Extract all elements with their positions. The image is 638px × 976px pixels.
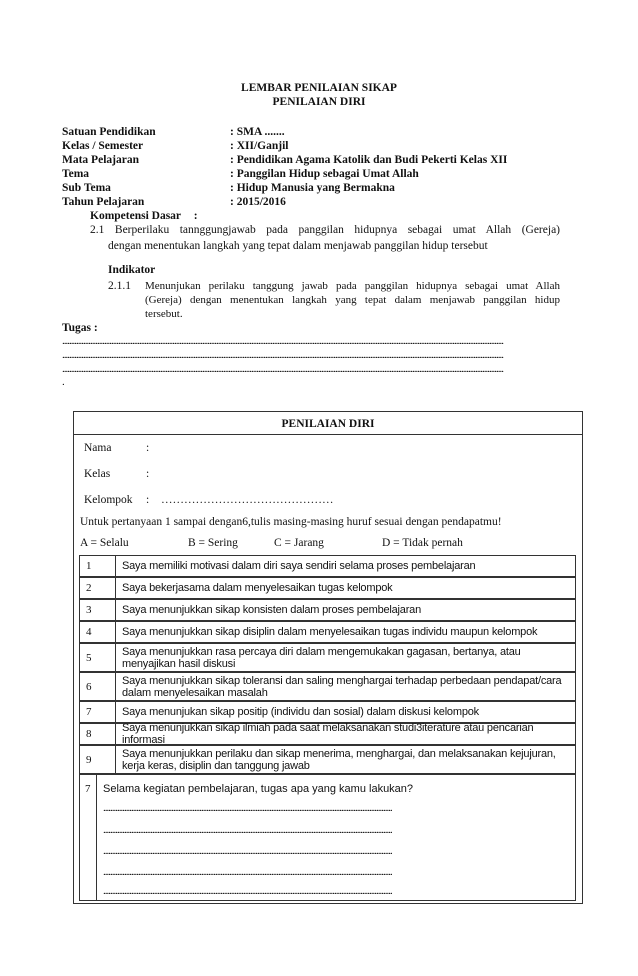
indikator-line-3: tersebut. — [145, 308, 183, 320]
kompetensi-colon: : — [193, 210, 198, 222]
scale-a: A = Selalu — [80, 537, 129, 549]
indikator-line-2: (Gereja) dengan menentukan langkah yang tepat dalam menjawab panggilan hidup — [145, 294, 560, 306]
kompetensi-line-2: dengan menentukan langkah yang tepat dalam menjawab panggilan hidup tersebut — [108, 240, 488, 252]
kelas-label: Kelas — [84, 468, 111, 480]
answer-line-3[interactable]: ..................................................................................................................................................................... — [103, 845, 392, 857]
answer-line-5[interactable]: ..................................................................................................................................................................... — [103, 885, 392, 897]
row-statement: Saya memiliki motivasi dalam diri saya sendiri selama proses pembelajaran — [122, 560, 476, 572]
indikator-label: Indikator — [108, 264, 156, 276]
scale-b: B = Sering — [188, 537, 238, 549]
meta-row-mapel — [62, 154, 582, 168]
meta-key: Mata Pelajaran — [62, 154, 139, 166]
row-number: 7 — [80, 702, 116, 722]
tugas-end-dot: . — [62, 376, 64, 388]
statement-row-6 — [79, 672, 576, 701]
row-statement: Saya menunjukkan perilaku dan sikap menerima, menghargai, dan melaksanakan kejujuran, kerja keras, disiplin dan tanggung jawab — [122, 747, 556, 772]
row-number: 5 — [80, 644, 116, 671]
nama-label: Nama — [84, 442, 112, 454]
answer-line-2[interactable]: ..................................................................................................................................................................... — [103, 824, 392, 836]
tugas-dotted-line-3: ............................................................................................................................................................................................................................................................ — [62, 363, 503, 375]
row-statement: Saya menunjukkan sikap ilmiah pada saat melaksanakan studi3iterature atau pencarian informasi — [122, 722, 534, 746]
kelas-colon: : — [146, 468, 150, 480]
row-number: 8 — [80, 724, 116, 744]
meta-key: Tahun Pelajaran — [62, 196, 145, 208]
tugas-label: Tugas : — [62, 322, 98, 334]
row-statement: Saya menunjukkan sikap disiplin dalam menyelesaikan tugas individu maupun kelompok — [122, 626, 538, 638]
row-statement: Saya menunjukkan rasa percaya diri dalam mengemukakan gagasan, bertanya, atau menyajikan hasil diskusi — [122, 645, 521, 670]
meta-key: Satuan Pendidikan — [62, 126, 156, 138]
question-7-text: Selama kegiatan pembelajaran, tugas apa yang kamu lakukan? — [103, 783, 414, 795]
row-number: 4 — [80, 622, 116, 642]
meta-row-tahun — [62, 196, 582, 210]
meta-value: : 2015/2016 — [230, 196, 286, 208]
penilaian-header: PENILAIAN DIRI — [73, 411, 583, 435]
meta-value: : Hidup Manusia yang Bermakna — [230, 182, 395, 194]
meta-row-subtema — [62, 182, 582, 196]
question-7-number: 7 — [80, 775, 97, 900]
meta-row-tema — [62, 168, 582, 182]
meta-row-kelas — [62, 140, 582, 154]
meta-value: : SMA ....... — [230, 126, 285, 138]
tugas-dotted-line-2: ............................................................................................................................................................................................................................................................ — [62, 349, 503, 361]
meta-value: : XII/Ganjil — [230, 140, 289, 152]
kelompok-colon: : — [146, 494, 150, 506]
nama-colon: : — [146, 442, 150, 454]
row-number: 1 — [80, 556, 116, 576]
row-statement: Saya menunjukkan sikap toleransi dan saling menghargai terhadap perbedaan pendapat/cara dalam menyelesaikan masalah — [122, 674, 562, 699]
statement-row-4 — [79, 621, 576, 643]
answer-line-4[interactable]: ..................................................................................................................................................................... — [103, 866, 392, 878]
meta-key: Kelas / Semester — [62, 140, 144, 152]
answer-line-1[interactable]: ..................................................................................................................................................................... — [103, 802, 392, 814]
instruction-text: Untuk pertanyaan 1 sampai dengan6,tulis masing-masing huruf sesuai dengan pendapatmu! — [80, 516, 502, 528]
meta-key: Tema — [62, 168, 90, 180]
document-title: LEMBAR PENILAIAN SIKAP — [241, 82, 397, 94]
question-7-box — [79, 774, 576, 901]
indikator-number: 2.1.1 — [108, 280, 131, 292]
kompetensi-heading — [90, 210, 198, 222]
statement-row-3 — [79, 599, 576, 621]
meta-row-satuan — [62, 126, 582, 140]
scale-c: C = Jarang — [274, 537, 324, 549]
row-number: 2 — [80, 578, 116, 598]
indikator-line-1: Menunjukan perilaku tanggung jawab pada panggilan hidupnya sebagai umat Allah — [145, 280, 560, 292]
kelompok-label: Kelompok — [84, 494, 133, 506]
statement-row-8 — [79, 723, 576, 745]
row-number: 3 — [80, 600, 116, 620]
meta-key: Sub Tema — [62, 182, 111, 194]
tugas-dotted-line-1: ............................................................................................................................................................................................................................................................ — [62, 335, 503, 347]
statement-row-9 — [79, 745, 576, 774]
meta-value: : Panggilan Hidup sebagai Umat Allah — [230, 168, 419, 180]
row-statement: Saya menunjukan sikap positip (individu dan sosial) dalam diskusi kelompok — [122, 706, 479, 718]
kelompok-dots: ……………………………………… — [161, 494, 334, 506]
statement-row-7 — [79, 701, 576, 723]
statement-row-1 — [79, 555, 576, 577]
scale-d: D = Tidak pernah — [382, 537, 463, 549]
document-subtitle: PENILAIAN DIRI — [272, 96, 366, 108]
statement-row-5 — [79, 643, 576, 672]
row-statement: Saya bekerjasama dalam menyelesaikan tugas kelompok — [122, 582, 393, 594]
kompetensi-label: Kompetensi Dasar — [90, 210, 181, 222]
statement-row-2 — [79, 577, 576, 599]
row-number: 9 — [80, 746, 116, 773]
meta-value: : Pendidikan Agama Katolik dan Budi Pekerti Kelas XII — [230, 154, 508, 166]
row-statement: Saya menunjukkan sikap konsisten dalam proses pembelajaran — [122, 604, 422, 616]
kompetensi-line-1: 2.1 Berperilaku tannggungjawab pada panggilan hidupnya sebagai umat Allah (Gereja) — [90, 224, 560, 236]
row-number: 6 — [80, 673, 116, 700]
